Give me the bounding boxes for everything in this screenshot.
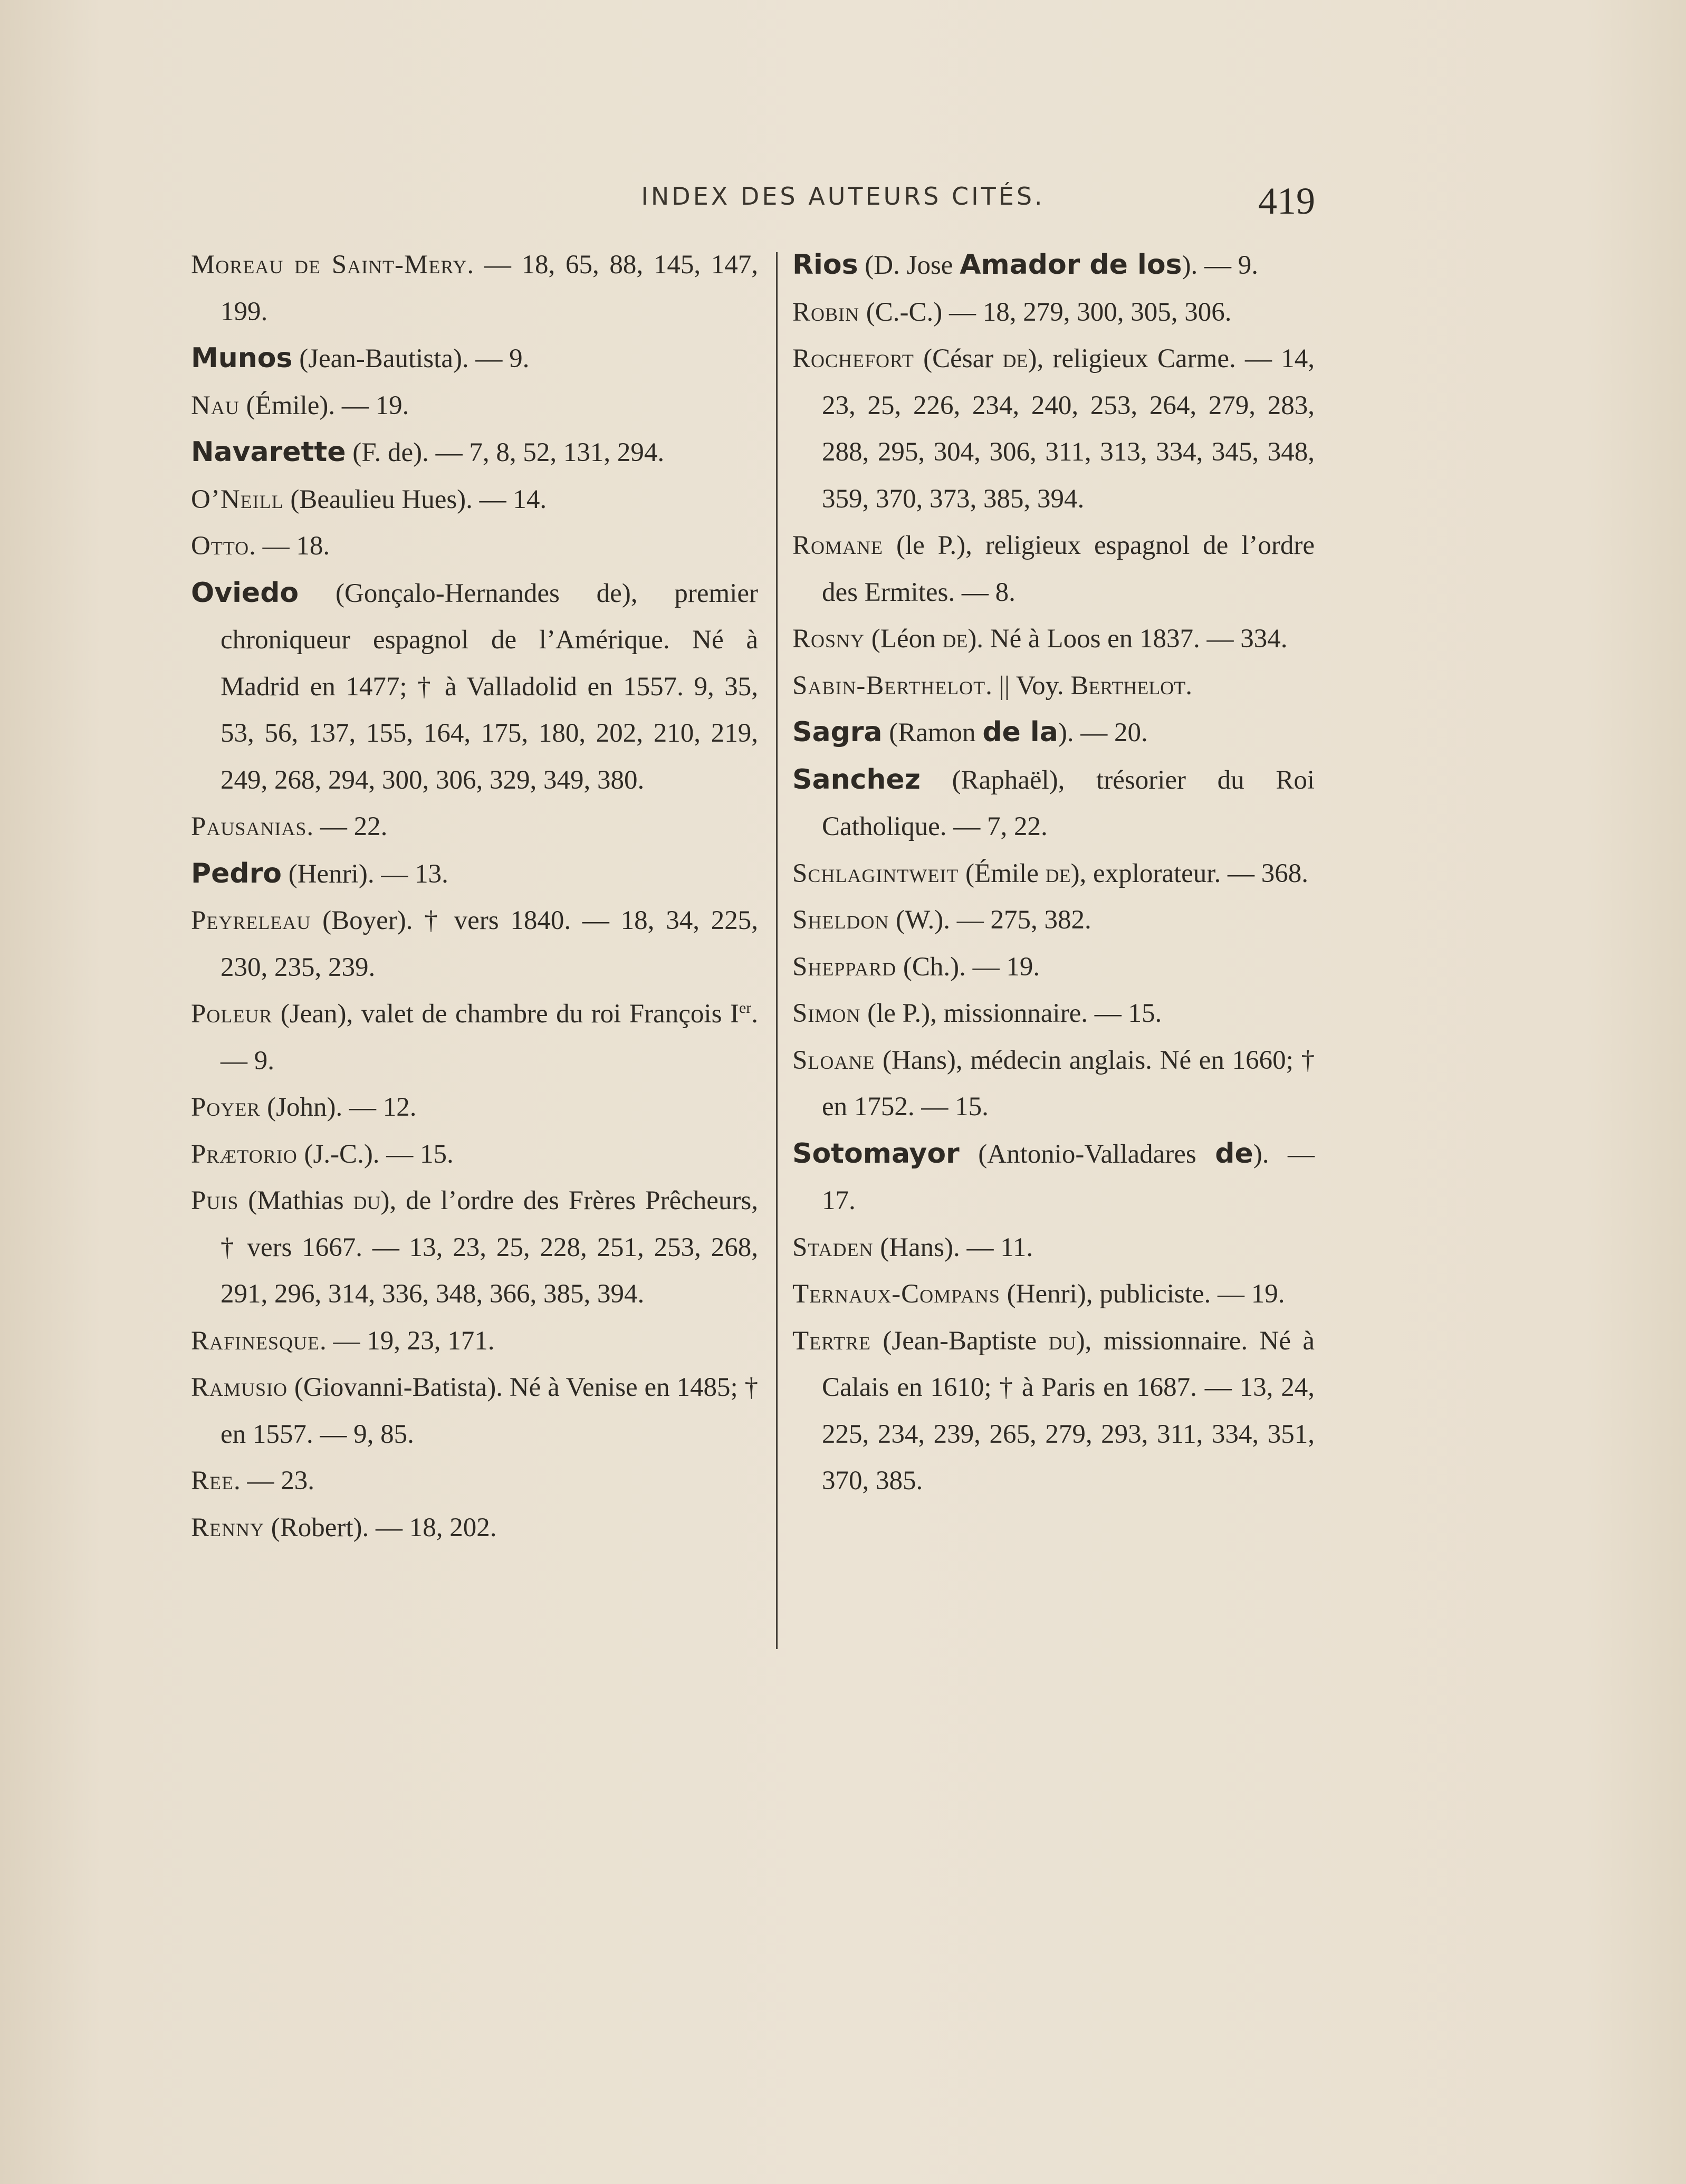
entry-details: . || Voy. (985, 670, 1071, 701)
entry-particle: du (1048, 1326, 1076, 1356)
index-entry (191, 1084, 758, 1131)
entry-author-name: Ramusio (191, 1373, 288, 1402)
entry-author-name: Tertre (792, 1326, 871, 1356)
index-column-right (792, 242, 1315, 1505)
entry-author-name: Rafinesque (191, 1326, 320, 1356)
entry-name-bold-part: de la (982, 716, 1058, 748)
entry-details: (Ramon (882, 718, 983, 748)
index-entry (792, 522, 1315, 616)
entry-details: (César (914, 344, 1003, 373)
entry-author-name: Poleur (191, 999, 273, 1029)
entry-author-name: Rochefort (792, 344, 914, 373)
entry-details-rest: ), de l’ordre des Frères Prêcheurs, † vers 1667. — 13, 23, 25, 228, 251, 253, 268, 291, 296, 314, 336, 348, 366, 385, 394. (221, 1186, 758, 1309)
entry-author-name: Staden (792, 1232, 874, 1262)
entry-author-name: Romane (792, 531, 884, 560)
entry-details: (Émile (959, 858, 1046, 888)
entry-details: (F. de). — 7, 8, 52, 131, 294. (346, 438, 665, 467)
entry-author-name: Munos (191, 342, 293, 374)
entry-author-name: Navarette (191, 436, 346, 468)
entry-author-name: Pausanias (191, 812, 307, 841)
entry-details: . — 23. (234, 1466, 314, 1496)
index-entry (792, 1037, 1315, 1131)
entry-details: (Gonçalo-Hernandes de), premier chroniqueur espagnol de l’Amérique. Né à Madrid en 1477; † à Valladolid en 1557. 9, 35, 53, 56, 137, 155, 164, 175, 180, 202, 210, 219, 249, 268, 294, 300, 306, 329, 349, 380. (221, 578, 758, 795)
entry-details: (Jean-Baptiste (871, 1326, 1049, 1356)
entry-details-rest: . (1185, 670, 1192, 701)
entry-details: (Giovanni-Batista). Né à Venise en 1485; † en 1557. — 9, 85. (221, 1373, 758, 1449)
entry-details: (D. Jose (858, 251, 960, 280)
entry-superscript: er (739, 999, 752, 1017)
entry-details: (Émile). — 19. (239, 390, 409, 420)
index-entry (792, 1224, 1315, 1271)
index-entry (792, 1131, 1315, 1224)
entry-details: (Jean-Bautista). — 9. (292, 344, 530, 373)
entry-particle: de (1002, 344, 1028, 373)
entry-author-name: Schlagintweit (792, 858, 959, 888)
entry-details-rest: . — 18, 65, 88, 145, 147, 199. (221, 250, 759, 327)
index-entry (191, 476, 758, 523)
entry-author-name: Poyer (191, 1093, 261, 1122)
index-entry (191, 897, 758, 991)
entry-details: (Robert). — 18, 202. (264, 1512, 497, 1543)
index-entry (792, 850, 1315, 897)
index-entry (792, 616, 1315, 663)
entry-author-name: Sagra (792, 716, 883, 748)
index-entry (191, 1505, 758, 1551)
index-column-left (191, 242, 758, 1551)
entry-details-rest: ), religieux Carme. — 14, 23, 25, 226, 234, 240, 253, 264, 279, 283, 288, 295, 304, 306, 311, 313, 334, 345, 348, 359, 370, 373, 385, 394. (822, 344, 1315, 514)
entry-author-name: Nau (191, 390, 240, 420)
entry-details: (le P.), religieux espagnol de l’ordre des Ermites. — 8. (822, 531, 1315, 607)
index-entry (191, 242, 758, 335)
entry-details-rest: ), missionnaire. Né à Calais en 1610; † à Paris en 1687. — 13, 24, 225, 234, 239, 265, 279, 293, 311, 334, 351, 370, 385. (822, 1326, 1315, 1496)
index-entry (191, 335, 758, 382)
entry-details: (Ch.). — 19. (896, 952, 1040, 982)
index-entry (792, 336, 1315, 522)
entry-particle: du (353, 1186, 381, 1215)
index-entry (191, 1177, 758, 1318)
index-entry (792, 1318, 1315, 1505)
entry-details-rest: ). — 20. (1058, 718, 1148, 748)
index-entry (792, 709, 1315, 756)
entry-author-name: Simon (792, 999, 861, 1028)
entry-author-name: O’Neill (191, 484, 284, 514)
entry-author-name: Ree (191, 1466, 234, 1496)
running-header: INDEX DES AUTEURS CITÉS. (641, 182, 1045, 210)
entry-details-rest: ). — 9. (1182, 251, 1258, 280)
index-entry (191, 429, 758, 476)
entry-author-name: Moreau de Saint-Mery (191, 250, 467, 280)
entry-details-rest: ), explorateur. — 368. (1070, 858, 1308, 888)
index-entry (792, 1271, 1315, 1318)
index-entry (191, 850, 758, 898)
index-entry (191, 1131, 758, 1178)
entry-author-name: Sheppard (792, 952, 897, 982)
entry-details: (W.). — 275, 382. (889, 905, 1091, 935)
entry-details: (Boyer). † vers 1840. — 18, 34, 225, 230, 235, 239. (221, 906, 758, 982)
index-entry (191, 382, 758, 429)
entry-details: (Mathias (238, 1186, 353, 1215)
index-entry (191, 1318, 758, 1365)
entry-particle: de (942, 624, 968, 654)
entry-name-bold-part: de (1215, 1137, 1253, 1170)
entry-author-name: Peyreleau (191, 906, 311, 935)
entry-name-bold-part: Amador de los (960, 249, 1182, 281)
page-number: 419 (1258, 180, 1315, 222)
entry-details: (J.-C.). — 15. (297, 1139, 454, 1169)
entry-author-name: Rosny (792, 624, 865, 654)
entry-author-name: Oviedo (191, 577, 299, 609)
index-entry (792, 663, 1315, 710)
index-entry (191, 803, 758, 850)
entry-details: (le P.), missionnaire. — 15. (860, 999, 1162, 1028)
column-divider (776, 252, 778, 1649)
entry-details-rest: . — 9. (221, 999, 758, 1076)
entry-details-rest: ). — 17. (822, 1139, 1315, 1215)
entry-details: (Raphaël), trésorier du Roi Catholique. — 7, 22. (822, 765, 1315, 841)
entry-details-rest: ). Né à Loos en 1837. — 334. (967, 624, 1288, 654)
index-entry (191, 570, 758, 804)
entry-author-name: Sabin-Berthelot (792, 670, 986, 701)
entry-author-name: Sloane (792, 1045, 875, 1075)
entry-author-name: Sheldon (792, 905, 889, 935)
entry-details: (Jean), valet de chambre du roi François I (272, 999, 739, 1029)
entry-author-name: Robin (792, 297, 860, 327)
entry-details: (John). — 12. (260, 1093, 417, 1122)
entry-author-name: Sanchez (792, 763, 921, 796)
index-entry (191, 523, 758, 570)
entry-details: (Henri), publiciste. — 19. (1000, 1279, 1285, 1309)
index-entry (191, 991, 758, 1084)
index-entry (792, 944, 1315, 991)
entry-particle: de (1045, 858, 1071, 888)
entry-details: . — 22. (306, 812, 388, 841)
entry-details: (C.-C.) — 18, 279, 300, 305, 306. (859, 297, 1232, 327)
entry-details: (Antonio-Valladares (959, 1139, 1215, 1169)
entry-details: (Hans), médecin anglais. Né en 1660; † en 1752. — 15. (822, 1045, 1315, 1122)
entry-details: . — 18. (249, 531, 330, 561)
entry-author-name: Puis (191, 1186, 239, 1215)
entry-details: (Léon (865, 624, 943, 654)
index-entry (792, 289, 1315, 336)
entry-author-name: Rios (792, 249, 858, 281)
index-entry (191, 1458, 758, 1505)
entry-details: . — 19, 23, 171. (320, 1326, 495, 1356)
entry-author-name: Sotomayor (792, 1137, 960, 1170)
index-entry (792, 897, 1315, 944)
entry-author-name: Otto (191, 531, 250, 561)
entry-details: (Hans). — 11. (873, 1232, 1033, 1262)
entry-author-name: Pedro (191, 857, 282, 889)
index-entry (792, 242, 1315, 289)
entry-author-name: Renny (191, 1512, 265, 1543)
entry-details: (Henri). — 13. (281, 859, 448, 889)
entry-author-name: Prætorio (191, 1139, 298, 1169)
index-entry (191, 1364, 758, 1458)
index-entry (792, 756, 1315, 850)
entry-author-name: Ternaux-Compans (792, 1279, 1000, 1309)
index-entry (792, 990, 1315, 1037)
entry-details: (Beaulieu Hues). — 14. (283, 484, 547, 514)
entry-particle: Berthelot (1070, 670, 1186, 701)
